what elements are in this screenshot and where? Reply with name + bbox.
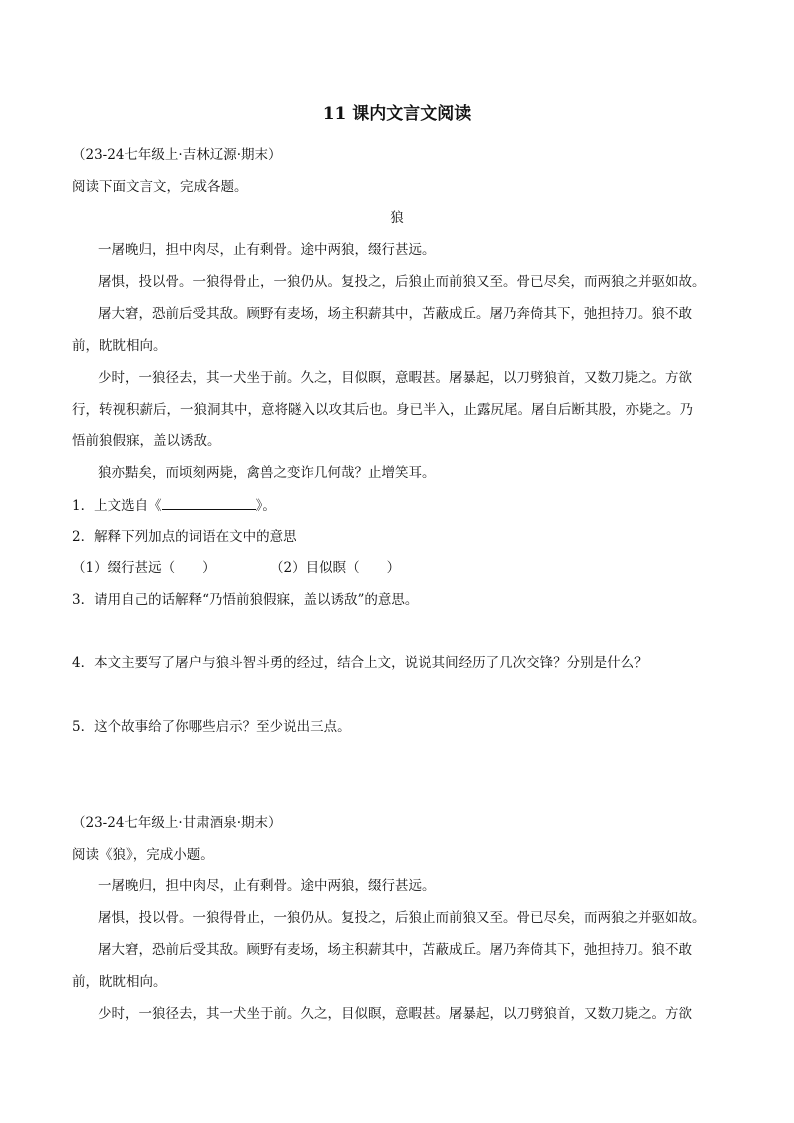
- passage-line: 屠惧，投以骨。一狼得骨止，一狼仍从。复投之，后狼止而前狼又至。骨已尽矣，而两狼之并驱如故。: [98, 910, 706, 926]
- passage-line: 一屠晚归，担中肉尽，止有剩骨。途中两狼，缀行甚远。: [98, 878, 436, 894]
- passage-line: 少时，一狼径去，其一犬坐于前。久之，目似瞑，意暇甚。屠暴起，以刀劈狼首，又数刀毙之。方欲: [98, 370, 692, 386]
- passage-line: 少时，一狼径去，其一犬坐于前。久之，目似瞑，意暇甚。屠暴起，以刀劈狼首，又数刀毙之。方欲: [98, 1006, 692, 1022]
- passage-title: 狼: [390, 210, 404, 226]
- question-2-sub-2: （2）目似瞑（ ）: [270, 560, 401, 576]
- passage-line: 屠惧，投以骨。一狼得骨止，一狼仍从。复投之，后狼止而前狼又至。骨已尽矣，而两狼之并驱如故。: [98, 274, 706, 290]
- question-1-suffix: 》。: [255, 498, 276, 514]
- answer-blank[interactable]: [162, 495, 256, 510]
- question-2: 2．解释下列加点的词语在文中的意思: [72, 529, 297, 545]
- question-4: 4．本文主要写了屠户与狼斗智斗勇的经过，结合上文，说说其间经历了几次交锋？分别是什么？: [72, 655, 648, 671]
- section1-source: （23-24七年级上·吉林辽源·期末）: [72, 147, 282, 163]
- question-2-sub-1: （1）缀行甚远（ ）: [72, 560, 216, 576]
- passage-line: 行，转视积薪后，一狼洞其中，意将隧入以攻其后也。身已半入，止露尻尾。屠自后断其股，亦毙之。乃: [72, 402, 693, 418]
- passage-line: 悟前狼假寐，盖以诱敌。: [72, 433, 221, 449]
- passage-line: 一屠晚归，担中肉尽，止有剩骨。途中两狼，缀行甚远。: [98, 242, 436, 258]
- passage-line: 前，眈眈相向。: [72, 974, 167, 990]
- passage-line: 狼亦黠矣，而顷刻两毙，禽兽之变诈几何哉？止增笑耳。: [98, 465, 436, 481]
- passage-line: 屠大窘，恐前后受其敌。顾野有麦场，场主积薪其中，苫蔽成丘。屠乃奔倚其下，弛担持刀。狼不敢: [98, 306, 692, 322]
- question-1: [72, 495, 276, 516]
- question-1-prefix: 1．上文选自《: [72, 498, 162, 514]
- passage-line: 前，眈眈相向。: [72, 338, 167, 354]
- question-5: 5．这个故事给了你哪些启示？至少说出三点。: [72, 719, 351, 735]
- page-title: 11 课内文言文阅读: [322, 104, 472, 124]
- section1-instruction: 阅读下面文言文，完成各题。: [72, 179, 248, 195]
- section2-instruction: 阅读《狼》，完成小题。: [72, 847, 214, 863]
- passage-line: 屠大窘，恐前后受其敌。顾野有麦场，场主积薪其中，苫蔽成丘。屠乃奔倚其下，弛担持刀。狼不敢: [98, 942, 692, 958]
- question-3: 3．请用自己的话解释“乃悟前狼假寐，盖以诱敌”的意思。: [72, 592, 419, 608]
- section2-source: （23-24七年级上·甘肃酒泉·期末）: [72, 815, 282, 831]
